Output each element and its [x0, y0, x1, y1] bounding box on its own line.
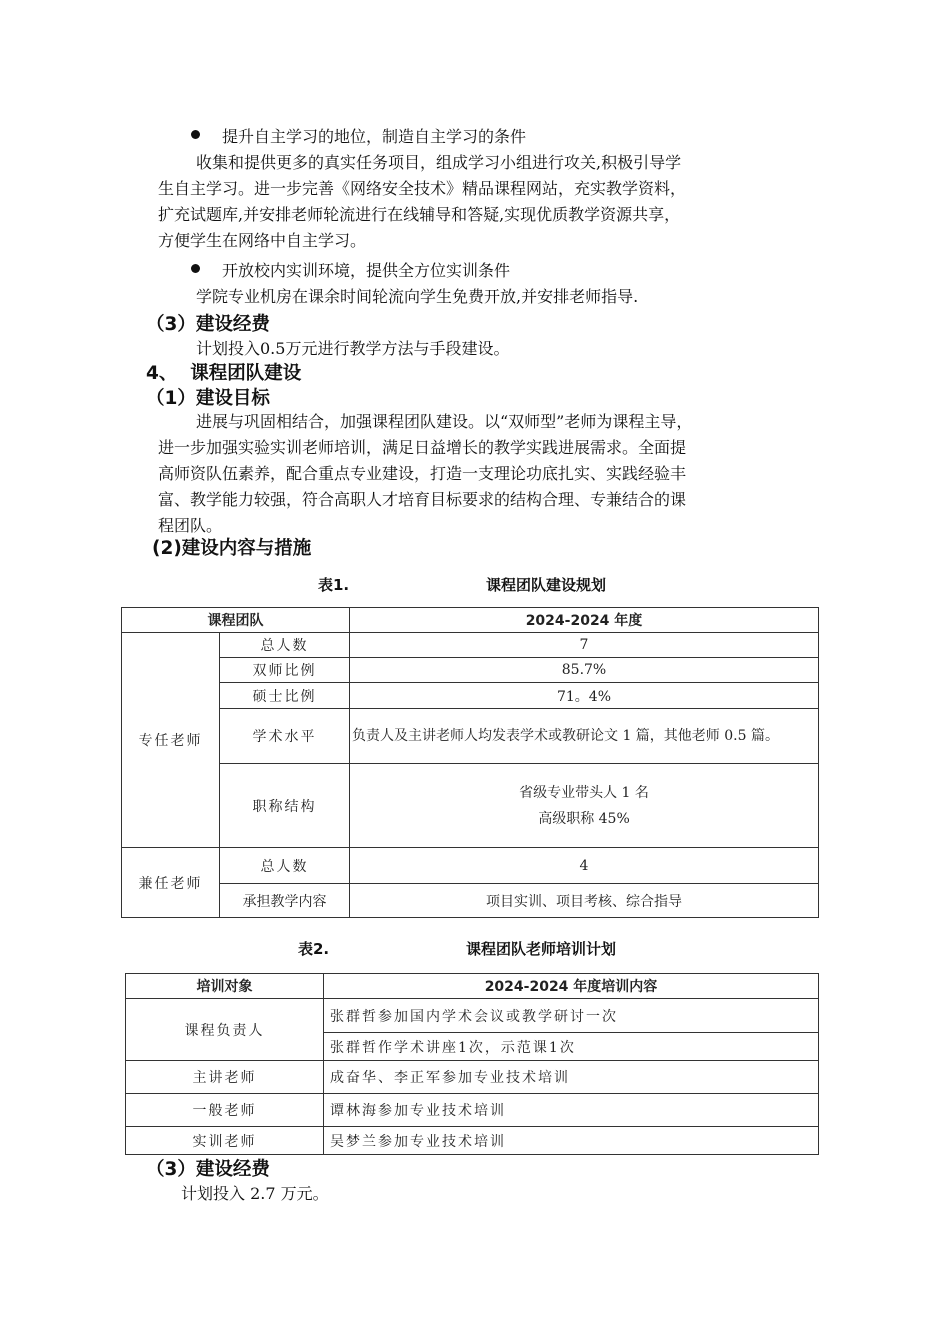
table-header-row	[126, 974, 819, 999]
row-value	[350, 764, 819, 848]
table-row	[126, 1061, 819, 1094]
training-target: 课程负责人	[126, 999, 324, 1061]
team-plan-table	[121, 607, 819, 918]
funding-text: 计划投入0.5万元进行教学方法与手段建设。	[196, 339, 510, 358]
row-label: 总人数	[220, 633, 350, 658]
measures-heading: (2)建设内容与措施	[152, 538, 312, 559]
row-label: 承担教学内容	[220, 884, 350, 918]
header-year: 2024-2024 年度	[350, 608, 819, 633]
funding-text: 计划投入 2.7 万元。	[181, 1184, 329, 1203]
table2-caption-title: 课程团队老师培训计划	[466, 940, 617, 958]
training-target: 主讲老师	[126, 1061, 324, 1094]
paragraph-line: 收集和提供更多的真实任务项目，组成学习小组进行攻关,积极引导学	[196, 153, 682, 172]
table-row	[122, 709, 819, 764]
group-fulltime-teachers: 专任老师	[122, 633, 220, 848]
training-content: 吴梦兰参加专业技术培训	[324, 1127, 819, 1155]
header-training-content: 2024-2024 年度培训内容	[324, 974, 819, 999]
row-value: 71。4%	[350, 683, 819, 709]
table-row	[122, 848, 819, 884]
row-value: 4	[350, 848, 819, 884]
table-row	[122, 658, 819, 683]
paragraph-line: 富、教学能力较强，符合高职人才培育目标要求的结构合理、专兼结合的课	[158, 490, 687, 509]
table-row	[126, 1127, 819, 1155]
table-header-row	[122, 608, 819, 633]
paragraph-line: 进展与巩固相结合，加强课程团队建设。以“双师型”老师为课程主导，	[196, 412, 693, 431]
row-label: 双师比例	[220, 658, 350, 683]
section-heading: 4、 课程团队建设	[146, 363, 302, 384]
goal-heading: （1）建设目标	[146, 388, 270, 409]
table2-caption-number: 表2.	[298, 940, 330, 958]
header-course-team: 课程团队	[122, 608, 350, 633]
bullet-title-self-study: 提升自主学习的地位，制造自主学习的条件	[222, 127, 527, 146]
table-row	[122, 884, 819, 918]
paragraph-line: 学院专业机房在课余时间轮流向学生免费开放,并安排老师指导.	[196, 287, 639, 306]
bullet-dot	[191, 130, 200, 139]
table1-caption-title: 课程团队建设规划	[486, 576, 607, 594]
training-target: 一般老师	[126, 1094, 324, 1127]
table-row	[126, 999, 819, 1033]
row-value: 85.7%	[350, 658, 819, 683]
row-label: 学术水平	[220, 709, 350, 764]
row-value: 项目实训、项目考核、综合指导	[350, 884, 819, 918]
row-value: 负责人及主讲老师人均发表学术或教研论文 1 篇，其他老师 0.5 篇。	[350, 709, 819, 764]
paragraph-line: 高师资队伍素养，配合重点专业建设，打造一支理论功底扎实、实践经验丰	[158, 464, 687, 483]
training-content: 张群哲作学术讲座1次，示范课1次	[324, 1033, 819, 1061]
table-row	[126, 1094, 819, 1127]
table1-caption-number: 表1.	[318, 576, 350, 594]
row-label: 硕士比例	[220, 683, 350, 709]
table-row	[122, 683, 819, 709]
paragraph-line: 生自主学习。进一步完善《网络安全技术》精品课程网站，充实教学资料，	[158, 179, 687, 198]
paragraph-line: 扩充试题库,并安排老师轮流进行在线辅导和答疑,实现优质教学资源共享，	[158, 205, 681, 224]
funding-heading: （3）建设经费	[146, 314, 270, 335]
group-parttime-teachers: 兼任老师	[122, 848, 220, 918]
value-line: 省级专业带头人 1 名	[519, 784, 649, 801]
paragraph-line: 程团队。	[158, 516, 223, 535]
row-label: 职称结构	[220, 764, 350, 848]
value-line: 高级职称 45%	[538, 810, 630, 827]
row-value: 7	[350, 633, 819, 658]
bullet-dot	[191, 264, 200, 273]
table-row	[122, 764, 819, 848]
training-content: 成奋华、李正军参加专业技术培训	[324, 1061, 819, 1094]
funding-heading: （3）建设经费	[146, 1159, 270, 1180]
header-training-target: 培训对象	[126, 974, 324, 999]
training-target: 实训老师	[126, 1127, 324, 1155]
paragraph-line: 方便学生在网络中自主学习。	[158, 231, 367, 250]
row-label: 总人数	[220, 848, 350, 884]
training-content: 谭林海参加专业技术培训	[324, 1094, 819, 1127]
bullet-title-open-lab: 开放校内实训环境，提供全方位实训条件	[222, 261, 511, 280]
teacher-training-table	[125, 973, 819, 1155]
paragraph-line: 进一步加强实验实训老师培训，满足日益增长的教学实践进展需求。全面提	[158, 438, 687, 457]
training-content: 张群哲参加国内学术会议或教学研讨一次	[324, 999, 819, 1033]
table-row	[122, 633, 819, 658]
